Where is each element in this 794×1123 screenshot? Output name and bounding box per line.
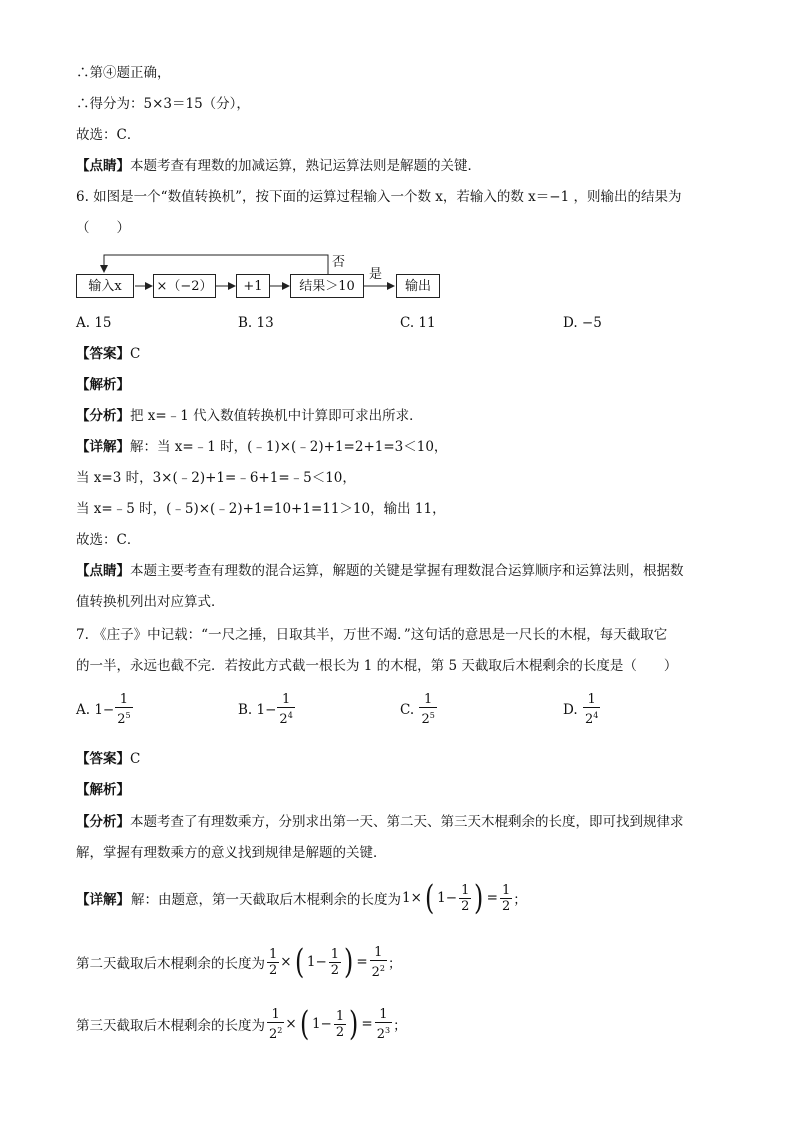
q6-answer (76, 345, 140, 363)
question-6-stem: 6. 如图是一个“数值转换机”，按下面的运算过程输入一个数 x，若输入的数 x＝−1 ，则输出的结果为 (76, 189, 682, 205)
paren-left: ( (294, 942, 304, 982)
paren-left: ( (299, 1004, 309, 1044)
q6-detail-1 (76, 438, 447, 456)
q7-answer (76, 750, 140, 768)
q6-fenxi (76, 407, 423, 425)
paren-left: ( (424, 878, 435, 918)
paren-right: ) (344, 942, 354, 982)
detail-text: 解：当 x=﹣1 时，(﹣1)×(﹣2)+1=2+1=3＜10， (130, 439, 448, 455)
math-term: 1− (311, 1016, 332, 1032)
fraction: $\frac{1}{2^3}$ (376, 1006, 391, 1042)
flow-box-condition: 结果＞10 (290, 274, 364, 298)
fenxi-text: 把 x=﹣1 代入数值转换机中计算即可求出所求． (130, 408, 423, 424)
question-7-stem-1: 7. 《庄子》中记载：“一尺之捶，日取其半，万世不竭．”这句话的意思是一尺长的木棍，每天截取它 (76, 627, 668, 643)
q6-option-d: D. −5 (563, 315, 602, 331)
q7-option-a (76, 692, 134, 727)
answer-value: C (130, 346, 141, 362)
fraction: $\frac{1}{2^4}$ (279, 692, 293, 727)
fenxi-tag: 【分析】 (76, 814, 130, 830)
q6-dianjing-1 (76, 562, 684, 580)
paren-right: ) (474, 878, 484, 918)
fraction: $\frac{1}{2^4}$ (584, 692, 599, 727)
q7-fenxi-2: 解，掌握有理数乘方的意义找到规律是解题的关键． (76, 845, 387, 861)
q7-option-b (238, 692, 296, 727)
math-end: ； (393, 1018, 407, 1034)
fraction: $\frac{1}{2}$ (269, 946, 278, 978)
text-line: ∴得分为：5×3＝15（分）， (76, 96, 250, 112)
q6-detail-4: 故选：C． (76, 532, 141, 548)
flow-box-add: +1 (236, 274, 270, 298)
flow-box-multiply: ×（−2） (153, 274, 216, 298)
q6-option-a: A. 15 (76, 315, 112, 331)
answer-value: C (130, 751, 141, 767)
flow-label-yes: 是 (369, 267, 383, 282)
math-times: × (280, 954, 292, 970)
flow-arrow-loop (104, 255, 328, 274)
option-label: D. (563, 701, 578, 718)
q6-option-c: C. 11 (400, 315, 436, 331)
flow-box-output: 输出 (396, 274, 440, 298)
paren-right: ) (349, 1004, 359, 1044)
q6-detail-2: 当 x=3 时，3×(﹣2)+1=﹣6+1=﹣5＜10， (76, 470, 356, 486)
question-7-stem-2: 的一半，永远也截不完．若按此方式截一根长为 1 的木棍，第 5 天截取后木棍剩余的长度是（ ） (76, 658, 678, 674)
fenxi-tag: 【分析】 (76, 408, 130, 424)
detail-text: 第三天截取后木棍剩余的长度为 (76, 1018, 265, 1034)
dianjing-tag: 【点睛】 (76, 563, 130, 579)
answer-tag: 【答案】 (76, 346, 130, 362)
flowchart-arrows (0, 0, 794, 320)
detail-text: 解：由题意，第一天截取后木棍剩余的长度为 (131, 892, 401, 908)
q7-fenxi-1 (76, 813, 684, 831)
q6-dianjing-2: 值转换机列出对应算式． (76, 594, 225, 610)
fraction: $\frac{1}{2^5}$ (117, 692, 131, 727)
fraction: $\frac{1}{2}$ (461, 882, 470, 914)
section-tag: 【点睛】 (76, 158, 130, 174)
fraction: $\frac{1}{2}$ (501, 882, 511, 914)
math-eq: = (486, 890, 498, 906)
fraction: $\frac{1}{2}$ (335, 1008, 345, 1040)
q7-detail-3 (76, 1004, 408, 1044)
fraction: $\frac{1}{2}$ (330, 946, 340, 978)
math-term: 1× (402, 890, 422, 906)
math-end: ； (388, 956, 402, 972)
q7-detail-1 (76, 878, 528, 918)
detail-tag: 【详解】 (76, 892, 130, 908)
dianjing-text: 本题主要考查有理数的混合运算，解题的关键是掌握有理数混合运算顺序和运算法则，根据数 (130, 563, 684, 579)
option-label: C. (400, 701, 415, 718)
text-line: 故选：C． (76, 127, 141, 143)
option-label: A. (76, 701, 91, 718)
q7-detail-2 (76, 942, 403, 982)
answer-tag: 【答案】 (76, 751, 130, 767)
option-prefix: 1− (256, 701, 277, 718)
q7-analysis-tag: 【解析】 (76, 782, 130, 798)
math-end: ； (513, 892, 527, 908)
q7-option-c (400, 692, 438, 727)
q6-detail-3: 当 x=﹣5 时，(﹣5)×(﹣2)+1=10+1=11＞10，输出 11， (76, 501, 446, 517)
section-text: 本题考查有理数的加减运算，熟记运算法则是解题的关键． (130, 158, 481, 174)
text-line: ∴第④题正确， (76, 65, 171, 81)
math-eq: = (356, 954, 368, 970)
math-times: × (285, 1016, 297, 1032)
fraction: $\frac{1}{2^5}$ (421, 692, 435, 727)
question-6-paren: （ ） (76, 220, 130, 236)
fenxi-text: 本题考查了有理数乘方，分别求出第一天、第二天、第三天木棍剩余的长度，即可找到规律求 (130, 814, 684, 830)
q6-analysis-tag: 【解析】 (76, 377, 130, 393)
detail-tag: 【详解】 (76, 439, 130, 455)
fraction: $\frac{1}{2^2}$ (371, 944, 385, 980)
option-prefix: 1− (94, 701, 115, 718)
fraction: $\frac{1}{2^2}$ (269, 1006, 283, 1042)
math-term: 1− (437, 890, 458, 906)
flow-box-input: 输入x (76, 274, 134, 298)
q6-option-b: B. 13 (238, 315, 274, 331)
option-label: B. (238, 701, 253, 718)
math-eq: = (361, 1016, 373, 1032)
q7-option-d (563, 692, 601, 727)
flow-label-no: 否 (332, 255, 346, 270)
detail-text: 第二天截取后木棍剩余的长度为 (76, 956, 265, 972)
math-term: 1− (306, 954, 327, 970)
